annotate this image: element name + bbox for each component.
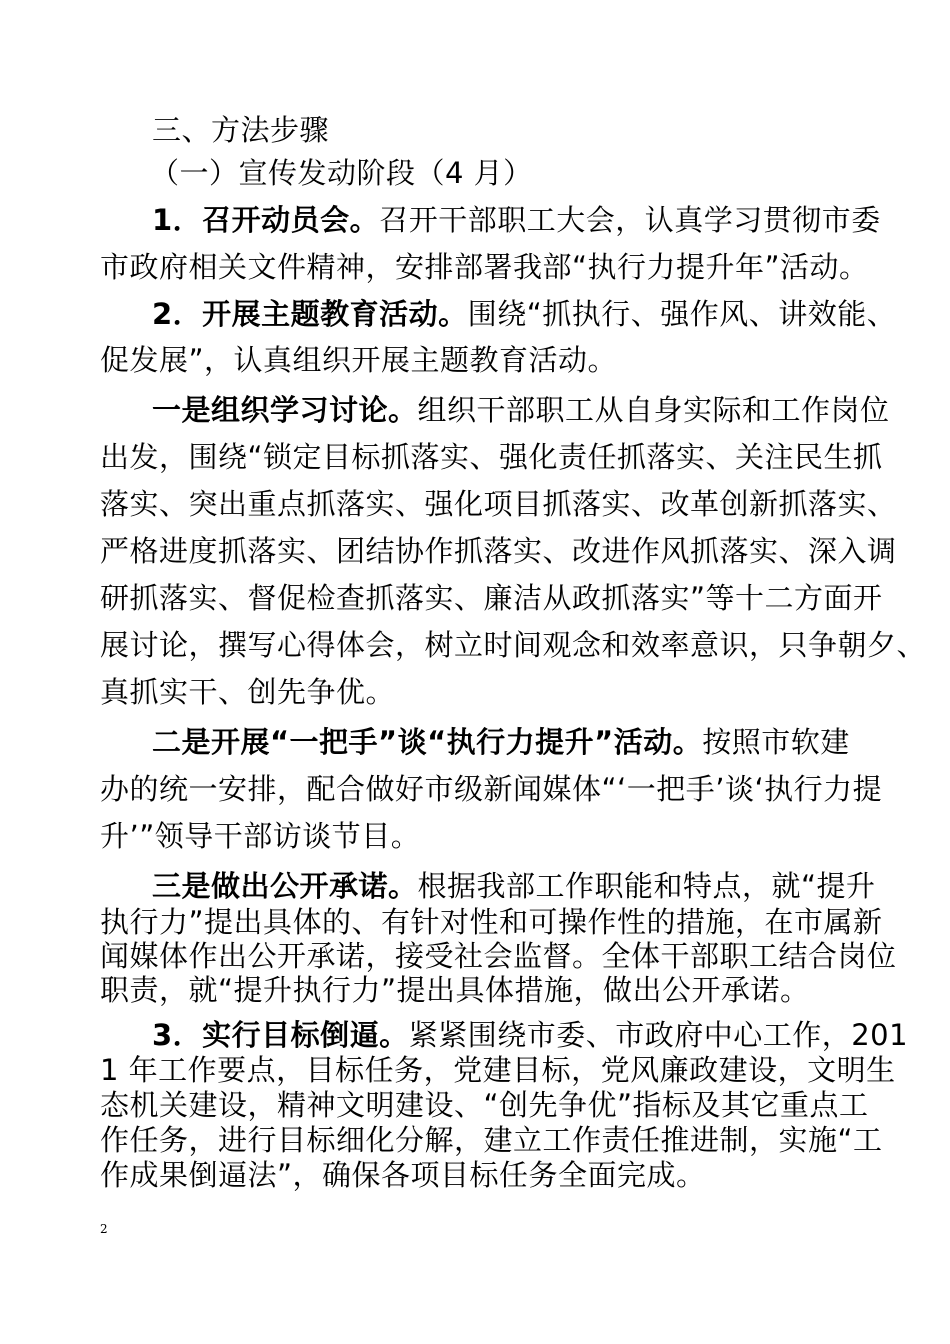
point-1-line: 展讨论，撰写心得体会，树立时间观念和效率意识，只争朝夕、 <box>100 628 927 662</box>
item-1-first-line <box>152 202 881 238</box>
point-2-text: 按照市软建 <box>702 725 850 759</box>
point-2-lead: 二是开展“一把手”谈“执行力提升”活动。 <box>152 725 703 759</box>
point-1-text: 组织干部职工从自身实际和工作岗位 <box>417 393 890 427</box>
item-1-text: 召开干部职工大会，认真学习贯彻市委 <box>379 203 881 237</box>
section-heading: 三、方法步骤 <box>152 113 330 147</box>
point-3-line: 职责，就“提升执行力”提出具体措施，做出公开承诺。 <box>100 973 810 1007</box>
item-2-first-line <box>152 296 896 332</box>
item-2-text: 围绕“抓执行、强作风、讲效能、 <box>467 297 897 331</box>
point-1-line: 出发，围绕“锁定目标抓落实、强化责任抓落实、关注民生抓 <box>100 440 883 474</box>
point-2-first-line <box>152 724 850 760</box>
point-3-line: 闻媒体作出公开承诺，接受社会监督。全体干部职工结合岗位 <box>100 939 897 973</box>
item-1-line: 市政府相关文件精神，安排部署我部“执行力提升年”活动。 <box>100 250 869 284</box>
point-2-line: 升’”领导干部访谈节目。 <box>100 819 421 853</box>
point-2-line: 办的统一安排，配合做好市级新闻媒体“‘一把手’谈‘执行力提 <box>100 772 883 806</box>
item-3-lead: 3．实行目标倒逼。 <box>152 1018 409 1052</box>
item-3-line: 1 年工作要点，目标任务，党建目标，党风廉政建设，文明生 <box>100 1053 896 1087</box>
point-3-first-line <box>152 868 876 904</box>
point-3-lead: 三是做出公开承诺。 <box>152 869 418 903</box>
point-1-line: 落实、突出重点抓落实、强化项目抓落实、改革创新抓落实、 <box>100 487 897 521</box>
item-3-first-line <box>152 1017 908 1053</box>
point-1-line: 研抓落实、督促检查抓落实、廉洁从政抓落实”等十二方面开 <box>100 581 883 615</box>
point-1-line: 真抓实干、创先争优。 <box>100 675 396 709</box>
point-1-first-line <box>152 392 890 428</box>
item-1-lead: 1．召开动员会。 <box>152 203 380 237</box>
item-2-line: 促发展”，认真组织开展主题教育活动。 <box>100 343 618 377</box>
item-2-lead: 2．开展主题教育活动。 <box>152 297 468 331</box>
item-3-text: 紧紧围绕市委、市政府中心工作，201 <box>408 1018 909 1052</box>
point-3-text: 根据我部工作职能和特点，就“提升 <box>417 869 876 903</box>
page-number: 2 <box>100 1222 108 1236</box>
item-3-line: 态机关建设，精神文明建设、“创先争优”指标及其它重点工 <box>100 1088 869 1122</box>
item-3-line: 作成果倒逼法”，确保各项目标任务全面完成。 <box>100 1158 706 1192</box>
stage-heading: （一）宣传发动阶段（4 月） <box>150 156 533 190</box>
point-1-line: 严格进度抓落实、团结协作抓落实、改进作风抓落实、深入调 <box>100 534 897 568</box>
point-3-line: 执行力”提出具体的、有针对性和可操作性的措施，在市属新 <box>100 905 883 939</box>
item-3-line: 作任务，进行目标细化分解，建立工作责任推进制，实施“工 <box>100 1123 883 1157</box>
point-1-lead: 一是组织学习讨论。 <box>152 393 418 427</box>
